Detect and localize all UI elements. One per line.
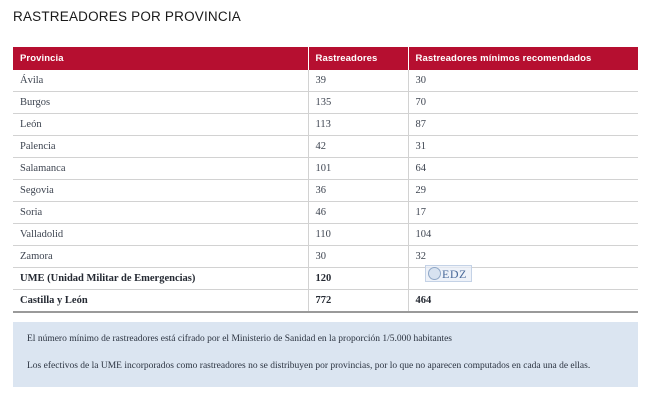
cell-minimos: 31 — [408, 136, 638, 158]
table-row — [13, 92, 638, 114]
cell-minimos: 64 — [408, 158, 638, 180]
edz-watermark-label: EDZ — [442, 266, 467, 281]
cell-provincia: UME (Unidad Militar de Emergencias) — [13, 268, 308, 290]
rastreadores-table — [13, 47, 638, 313]
cell-provincia: Soria — [13, 202, 308, 224]
table-row — [13, 70, 638, 92]
cell-provincia: Castilla y León — [13, 290, 308, 313]
table-body — [13, 70, 638, 312]
cell-provincia: Burgos — [13, 92, 308, 114]
cell-rastreadores: 135 — [308, 92, 408, 114]
page-title: RASTREADORES POR PROVINCIA — [13, 9, 241, 24]
column-header-provincia: Provincia — [13, 47, 308, 70]
rastreadores-table-container — [13, 47, 638, 313]
cell-provincia: Ávila — [13, 70, 308, 92]
cell-rastreadores: 772 — [308, 290, 408, 313]
cell-rastreadores: 113 — [308, 114, 408, 136]
cell-rastreadores: 110 — [308, 224, 408, 246]
table-row — [13, 180, 638, 202]
cell-rastreadores: 30 — [308, 246, 408, 268]
cell-minimos: 464 — [408, 290, 638, 313]
footnote-line-2: Los efectivos de la UME incorporados como rastreadores no se distribuyen por provincias, por lo que no aparecen computados en cada una de ellas. — [27, 360, 591, 371]
table-header — [13, 47, 638, 70]
cell-provincia: Salamanca — [13, 158, 308, 180]
table-row — [13, 136, 638, 158]
column-header-rastreadores: Rastreadores — [308, 47, 408, 70]
cell-rastreadores: 101 — [308, 158, 408, 180]
footnote-line-1: El número mínimo de rastreadores está cifrado por el Ministerio de Sanidad en la proporción 1/5.000 habitantes — [27, 334, 453, 344]
cell-rastreadores: 42 — [308, 136, 408, 158]
table-row — [13, 290, 638, 313]
cell-minimos: 17 — [408, 202, 638, 224]
cell-minimos: 32 — [408, 246, 638, 268]
cell-provincia: Palencia — [13, 136, 308, 158]
cell-provincia: Zamora — [13, 246, 308, 268]
cell-provincia: Segovia — [13, 180, 308, 202]
cell-minimos: 104 — [408, 224, 638, 246]
cell-provincia: León — [13, 114, 308, 136]
column-header-minimos: Rastreadores mínimos recomendados — [408, 47, 638, 70]
cell-rastreadores: 36 — [308, 180, 408, 202]
table-row — [13, 114, 638, 136]
cell-minimos: 70 — [408, 92, 638, 114]
table-row — [13, 246, 638, 268]
cell-minimos — [408, 268, 638, 290]
table-row — [13, 158, 638, 180]
table-header-row — [13, 47, 638, 70]
cell-minimos: 87 — [408, 114, 638, 136]
cell-minimos: 30 — [408, 70, 638, 92]
table-row — [13, 268, 638, 290]
cell-rastreadores: 39 — [308, 70, 408, 92]
cell-rastreadores: 120 — [308, 268, 408, 290]
cell-minimos: 29 — [408, 180, 638, 202]
cell-provincia: Valladolid — [13, 224, 308, 246]
table-row — [13, 202, 638, 224]
cell-rastreadores: 46 — [308, 202, 408, 224]
table-row — [13, 224, 638, 246]
footnotes-box — [13, 322, 638, 387]
